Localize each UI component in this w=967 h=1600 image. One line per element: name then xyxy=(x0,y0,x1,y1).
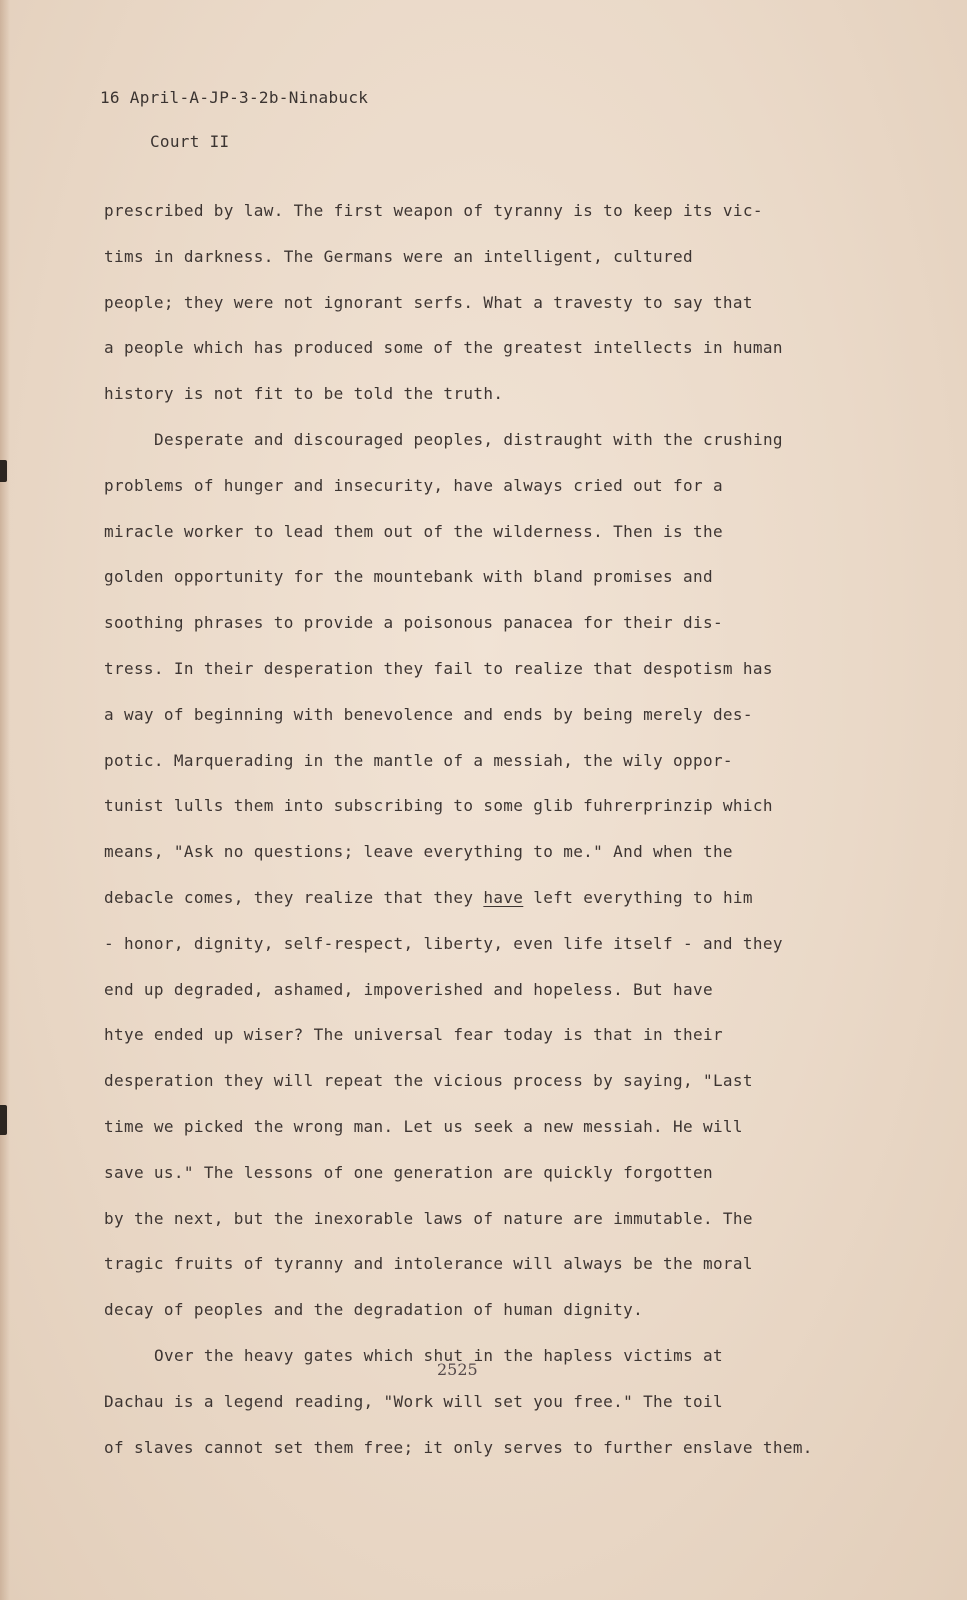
paragraph-start-line: Desperate and discouraged peoples, distraught with the crushing xyxy=(154,429,783,449)
text-line: save us." The lessons of one generation are quickly forgotten xyxy=(104,1162,713,1182)
text-segment: left everything to him xyxy=(523,887,753,907)
text-line: golden opportunity for the mountebank with bland promises and xyxy=(104,567,713,587)
court-label: Court II xyxy=(150,132,230,151)
text-line: soothing phrases to provide a poisonous panacea for their dis- xyxy=(104,613,723,633)
text-line: desperation they will repeat the vicious process by saying, "Last xyxy=(104,1071,753,1091)
document-body xyxy=(104,188,839,1470)
text-line: tims in darkness. The Germans were an intelligent, cultured xyxy=(104,246,693,266)
text-line: tragic fruits of tyranny and intolerance will always be the moral xyxy=(104,1254,753,1274)
page-number: 2525 xyxy=(437,1360,478,1379)
text-line: - honor, dignity, self-respect, liberty, even life itself - and they xyxy=(104,933,783,953)
text-line: potic. Marquerading in the mantle of a messiah, the wily oppor- xyxy=(104,750,733,770)
text-line: a way of beginning with benevolence and ends by being merely des- xyxy=(104,704,753,724)
text-line: prescribed by law. The first weapon of tyranny is to keep its vic- xyxy=(104,201,763,220)
text-line: htye ended up wiser? The universal fear today is that in their xyxy=(104,1025,723,1045)
text-line: by the next, but the inexorable laws of nature are immutable. The xyxy=(104,1208,753,1228)
text-line: end up degraded, ashamed, impoverished and hopeless. But have xyxy=(104,979,713,999)
text-line: problems of hunger and insecurity, have always cried out for a xyxy=(104,475,723,495)
text-line: time we picked the wrong man. Let us seek a new messiah. He will xyxy=(104,1116,743,1136)
paragraph-start-line: Over the heavy gates which shut in the hapless victims at xyxy=(154,1345,724,1365)
page-edge-shadow xyxy=(0,0,10,1600)
text-segment: debacle comes, they realize that they xyxy=(104,887,484,907)
text-line: of slaves cannot set them free; it only serves to further enslave them. xyxy=(104,1437,813,1457)
underlined-word: have xyxy=(483,887,524,907)
text-line: people; they were not ignorant serfs. What a travesty to say that xyxy=(104,292,753,312)
text-line: tress. In their desperation they fail to realize that despotism has xyxy=(104,658,773,678)
binding-mark xyxy=(0,460,7,482)
text-line: means, "Ask no questions; leave everything to me." And when the xyxy=(104,842,733,862)
text-line: Dachau is a legend reading, "Work will set you free." The toil xyxy=(104,1391,723,1411)
text-line xyxy=(104,875,839,921)
document-reference: 16 April-A-JP-3-2b-Ninabuck xyxy=(100,88,369,107)
text-line: history is not fit to be told the truth. xyxy=(104,384,504,404)
text-line: miracle worker to lead them out of the wilderness. Then is the xyxy=(104,521,723,541)
text-line: a people which has produced some of the greatest intellects in human xyxy=(104,338,783,358)
text-line: decay of peoples and the degradation of human dignity. xyxy=(104,1300,644,1320)
text-line: tunist lulls them into subscribing to some glib fuhrerprinzip which xyxy=(104,796,773,816)
binding-mark xyxy=(0,1105,7,1135)
